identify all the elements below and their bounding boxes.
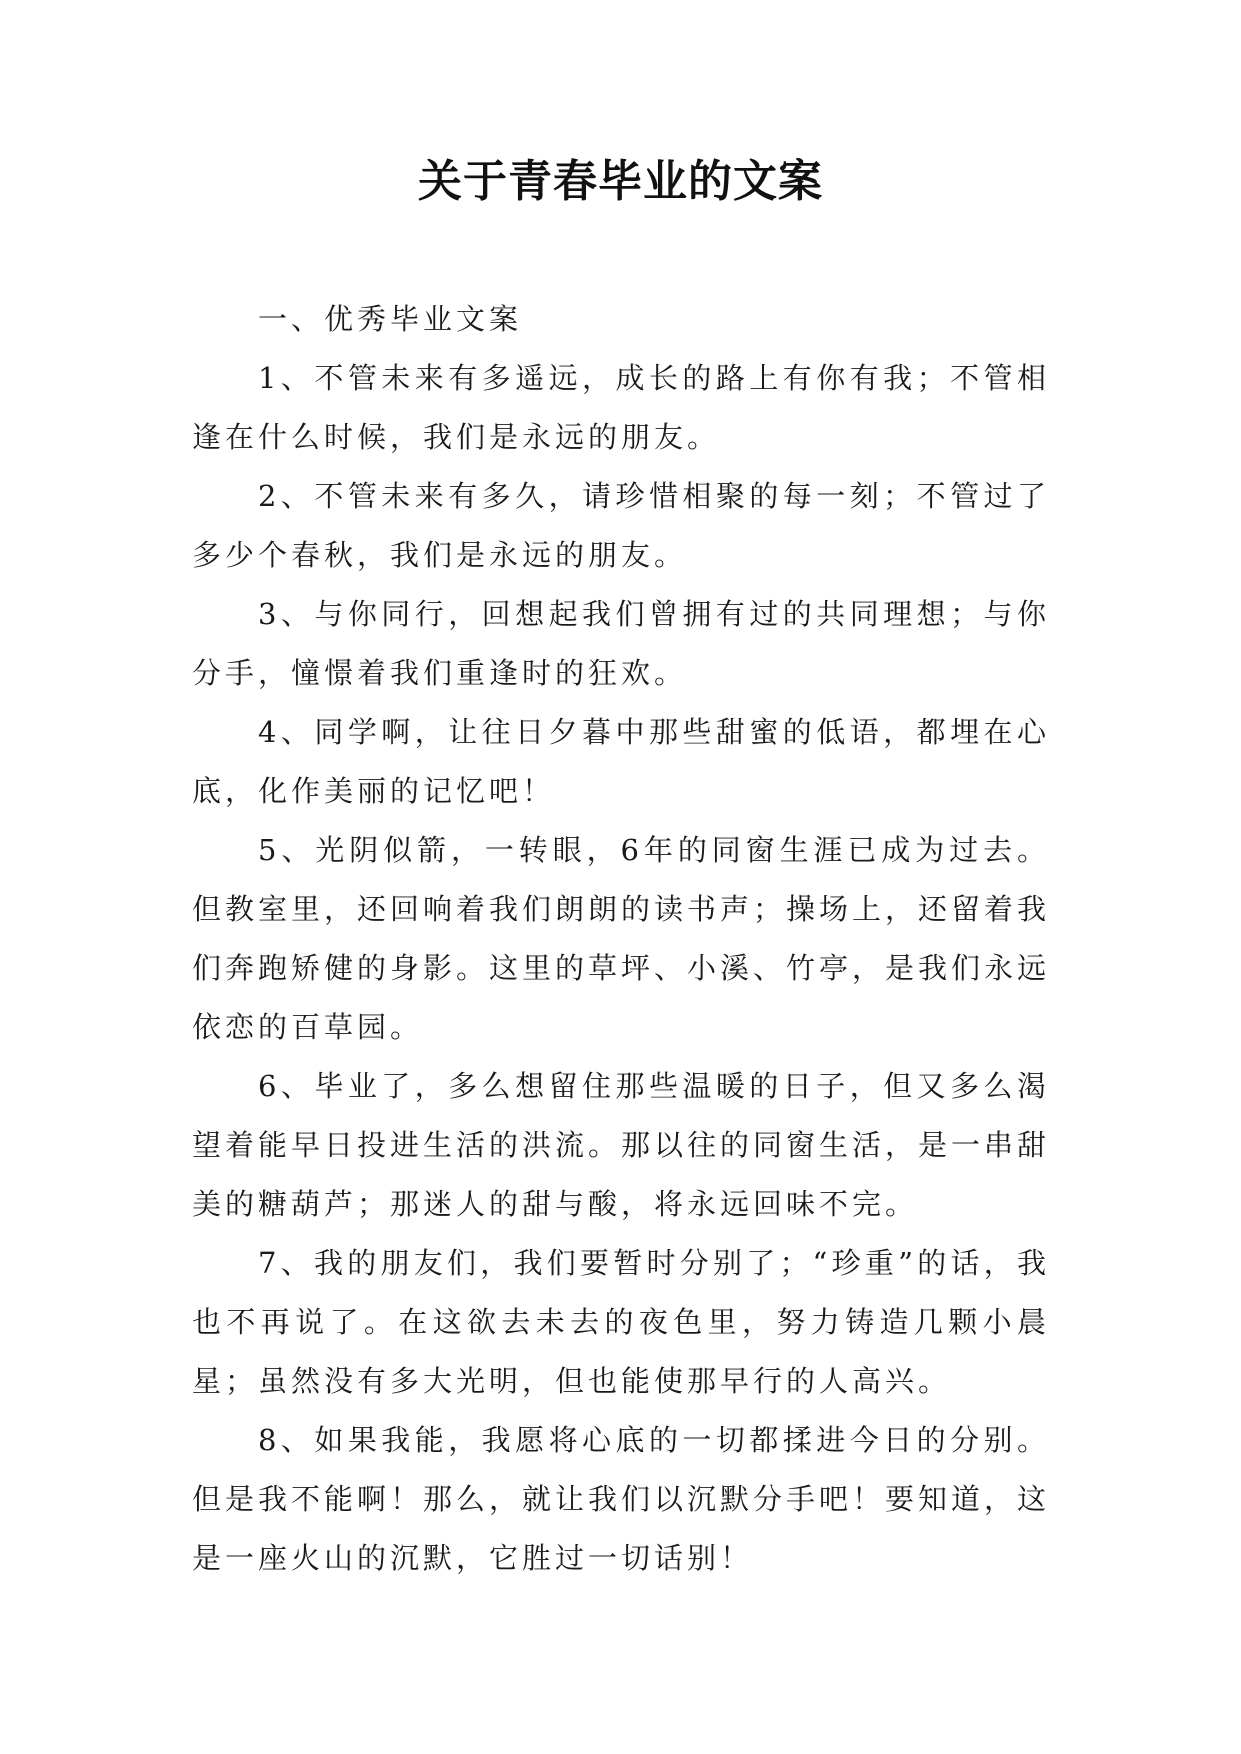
paragraph-5: 5、光阴似箭，一转眼，6年的同窗生涯已成为过去。但教室里，还回响着我们朗朗的读书声；操场上，还留着我们奔跑矫健的身影。这里的草坪、小溪、竹亭，是我们永远依恋的百草园。 [192, 833, 1051, 1044]
paragraph-6: 6、毕业了，多么想留住那些温暖的日子，但又多么渴望着能早日投进生活的洪流。那以往的同窗生活，是一串甜美的糖葫芦；那迷人的甜与酸，将永远回味不完。 [192, 1069, 1051, 1221]
section-heading: 一、优秀毕业文案 [258, 302, 523, 336]
paragraph-3: 3、与你同行，回想起我们曾拥有过的共同理想；与你分手，憧憬着我们重逢时的狂欢。 [192, 597, 1050, 690]
paragraph-2: 2、不管未来有多久，请珍惜相聚的每一刻；不管过了多少个春秋，我们是永远的朋友。 [192, 479, 1050, 572]
document-title: 关于青春毕业的文案 [418, 156, 823, 207]
paragraph-8: 8、如果我能，我愿将心底的一切都揉进今日的分别。但是我不能啊！那么，就让我们以沉默分手吧！要知道，这是一座火山的沉默，它胜过一切话别！ [192, 1423, 1051, 1575]
document-body [192, 290, 1050, 1588]
paragraph-1: 1、不管未来有多遥远，成长的路上有你有我；不管相逢在什么时候，我们是永远的朋友。 [192, 361, 1050, 454]
paragraph-4: 4、同学啊，让往日夕暮中那些甜蜜的低语，都埋在心底，化作美丽的记忆吧！ [192, 715, 1050, 808]
paragraph-7: 7、我的朋友们，我们要暂时分别了；“珍重”的话，我也不再说了。在这欲去未去的夜色里，努力铸造几颗小晨星；虽然没有多大光明，但也能使那早行的人高兴。 [192, 1246, 1050, 1398]
